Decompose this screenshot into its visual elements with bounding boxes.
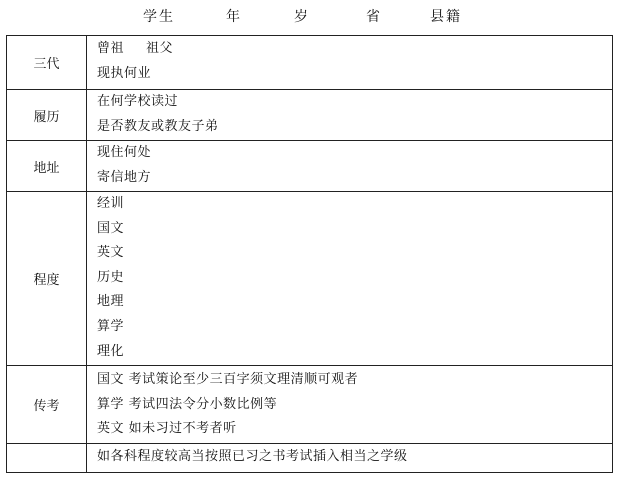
row-level <box>7 191 612 365</box>
row-history <box>7 89 612 140</box>
registration-table <box>6 35 613 473</box>
address-line-1: 现住何处 <box>97 145 152 160</box>
row-label-exam: 传考 <box>33 399 60 414</box>
grandfather-label: 祖父 <box>146 41 174 56</box>
exam-line-chinese: 国文 考试策论至少三百字须文理清顺可观者 <box>97 372 359 387</box>
form-header <box>0 6 621 28</box>
history-line-1: 在何学校读过 <box>97 94 179 109</box>
ancestry-line-2: 现执何业 <box>97 65 152 81</box>
subject-chinese: 国文 <box>97 220 125 236</box>
subject-english: 英文 <box>97 245 125 261</box>
row-note <box>7 443 612 472</box>
header-student: 学生 <box>143 9 175 25</box>
subject-math: 算学 <box>97 318 125 334</box>
ancestry-line-1 <box>97 37 173 62</box>
header-age: 岁 <box>294 9 310 25</box>
row-exam <box>7 365 612 443</box>
address-line-2: 寄信地方 <box>97 169 152 185</box>
header-county: 县籍 <box>430 9 462 25</box>
row-ancestry <box>7 36 612 89</box>
subject-classics: 经训 <box>97 196 125 211</box>
great-grandfather-label: 曾祖 <box>97 41 125 56</box>
history-line-2: 是否教友或教友子弟 <box>97 118 219 134</box>
subject-geography: 地理 <box>97 294 125 310</box>
row-label-address: 地址 <box>33 160 60 176</box>
row-address <box>7 140 612 191</box>
row-label-ancestry: 三代 <box>33 57 60 72</box>
subject-history: 历史 <box>97 269 125 285</box>
row-label-level: 程度 <box>33 273 60 288</box>
row-label-note <box>7 444 86 472</box>
header-province: 省 <box>366 9 382 25</box>
subject-science: 理化 <box>97 343 125 359</box>
exam-line-english: 英文 如未习过不考者听 <box>97 421 237 437</box>
note-line: 如各科程度较高当按照已习之书考试插入相当之学级 <box>97 449 408 464</box>
row-label-history: 履历 <box>33 109 60 125</box>
exam-line-math: 算学 考试四法令分小数比例等 <box>97 396 278 412</box>
header-year: 年 <box>226 9 242 25</box>
